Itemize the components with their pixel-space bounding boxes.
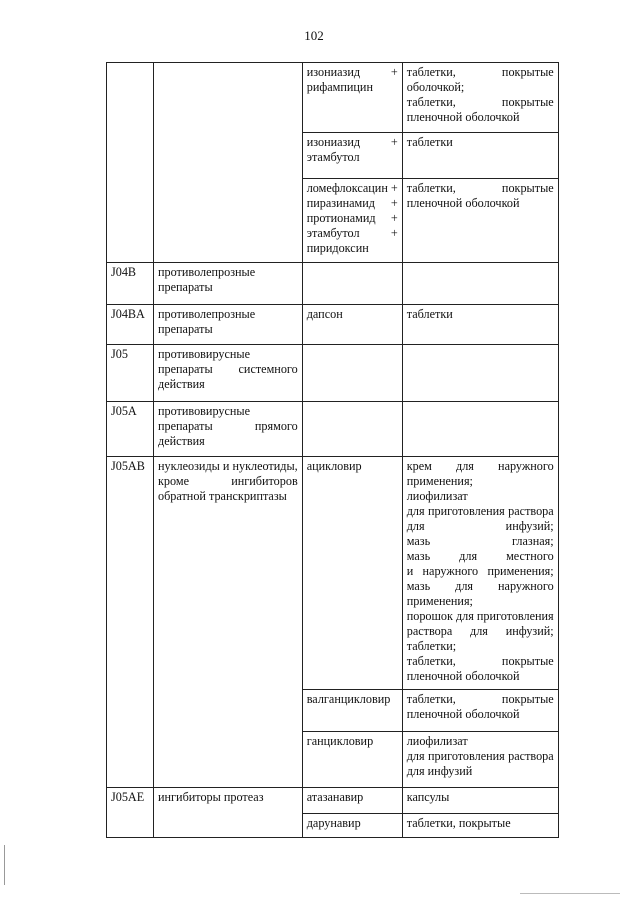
table-row [107,263,559,305]
cell-text-line: препараты прямого [158,419,298,433]
atc-code: J04BA [111,307,145,321]
forms-cell [402,402,558,457]
cell-text-line: раствора для инфузий; [406,624,554,638]
forms-cell [402,788,558,814]
inn-line [307,226,398,241]
atc-code-cell [107,345,154,402]
inn-name: пиридоксин [306,241,369,255]
atc-code: J05AE [111,790,145,804]
forms-cell [402,305,558,345]
inn-line [307,307,398,322]
inn-cell [302,345,402,402]
cell-text-line: для инфузий [406,764,473,778]
cell-text-line: капсулы [406,790,450,804]
cell-text-line: крем для наружного [406,459,554,473]
table-row [107,457,559,690]
cell-text-line: оболочкой; [406,80,465,94]
inn-cell [302,133,402,179]
table-row [107,63,559,133]
combination-plus: + [390,135,398,149]
combination-plus: + [390,211,398,225]
cell-text-line: порошок для приготовления [406,609,554,623]
group-cell [154,63,303,263]
inn-cell [302,690,402,732]
inn-line [307,459,398,474]
combination-plus: + [390,65,398,79]
inn-name: дапсон [306,307,343,321]
cell-text-line: обратной транскриптазы [158,489,287,503]
cell-text-line: таблетки; [406,639,457,653]
cell-text-line: для приготовления раствора [406,749,554,763]
atc-code: J05AB [111,459,145,473]
cell-text-line: противовирусные [158,347,250,361]
cell-text-line: пленочной оболочкой [406,707,520,721]
inn-line [307,65,398,80]
atc-code: J05A [111,404,137,418]
inn-name: этамбутол [306,226,360,240]
cell-text-line: нуклеозиды и нуклеотиды, [158,459,298,473]
cell-text-line: противолепрозные [158,307,256,321]
cell-text-line: применения; [406,594,473,608]
forms-cell [402,814,558,838]
inn-cell [302,63,402,133]
scan-mark [520,893,620,894]
atc-code-cell [107,263,154,305]
inn-cell [302,788,402,814]
group-cell [154,305,303,345]
cell-text-line: применения; [406,474,473,488]
cell-text-line: действия [158,377,205,391]
cell-text-line: действия [158,434,205,448]
inn-cell [302,814,402,838]
cell-text-line: мазь для местного [406,549,554,563]
cell-text-line: таблетки, покрытые [406,692,554,706]
cell-text-line: кроме ингибиторов [158,474,298,488]
cell-text-line: препараты [158,322,213,336]
cell-text-line: лиофилизат [406,489,468,503]
group-cell [154,345,303,402]
cell-text-line: для инфузий; [406,519,554,533]
cell-text-line: таблетки, покрытые [406,816,511,830]
group-cell [154,402,303,457]
cell-text-line: таблетки, покрытые [406,181,554,195]
combination-plus: + [390,226,398,240]
atc-code-cell [107,305,154,345]
group-cell [154,788,303,838]
cell-text-line: лиофилизат [406,734,468,748]
table-row [107,345,559,402]
cell-text-line: таблетки, покрытые [406,65,554,79]
atc-code-cell [107,402,154,457]
inn-name: изониазид [306,135,361,149]
cell-text-line: препараты [158,280,213,294]
inn-line [307,816,398,831]
forms-cell [402,732,558,788]
inn-name: дарунавир [306,816,361,830]
inn-line [307,80,398,95]
atc-code-cell [107,63,154,263]
combination-plus: + [390,196,398,210]
inn-name: изониазид [306,65,361,79]
inn-name: ацикловир [306,459,362,473]
inn-cell [302,305,402,345]
inn-name: ломефлоксацин [306,181,388,195]
scan-mark [4,845,5,885]
cell-text-line: мазь для наружного [406,579,554,593]
table-row [107,402,559,457]
cell-text-line: противолепрозные [158,265,256,279]
inn-name: атазанавир [306,790,364,804]
page-number: 102 [304,28,324,43]
table-row [107,788,559,814]
cell-text-line: пленочной оболочкой [406,196,520,210]
inn-cell [302,263,402,305]
forms-cell [402,345,558,402]
inn-cell [302,179,402,263]
inn-name: валганцикловир [306,692,391,706]
inn-cell [302,457,402,690]
atc-code-cell [107,457,154,788]
forms-cell [402,457,558,690]
cell-text-line: ингибиторы протеаз [158,790,264,804]
cell-text-line: пленочной оболочкой [406,110,520,124]
inn-line [307,196,398,211]
inn-name: пиразинамид [306,196,375,210]
cell-text-line: препараты системного [158,362,298,376]
inn-line [307,211,398,226]
inn-line [307,181,398,196]
inn-line [307,150,398,165]
inn-name: протионамид [306,211,376,225]
inn-name: этамбутол [306,150,360,164]
forms-cell [402,263,558,305]
cell-text-line: таблетки, покрытые [406,654,554,668]
inn-line [307,734,398,749]
cell-text-line: пленочной оболочкой [406,669,520,683]
cell-text-line: мазь глазная; [406,534,554,548]
atc-code-cell [107,788,154,838]
inn-line [307,692,398,707]
forms-cell [402,133,558,179]
inn-line [307,241,398,256]
inn-cell [302,402,402,457]
inn-line [307,135,398,150]
forms-cell [402,179,558,263]
cell-text-line: для приготовления раствора [406,504,554,518]
atc-code: J05 [111,347,128,361]
cell-text-line: таблетки [406,307,453,321]
forms-cell [402,690,558,732]
cell-text-line: и наружного применения; [406,564,554,578]
inn-line [307,790,398,805]
cell-text-line: таблетки [406,135,453,149]
combination-plus: + [390,181,398,195]
table-row [107,305,559,345]
drug-table [106,62,559,838]
inn-cell [302,732,402,788]
inn-name: ганцикловир [306,734,374,748]
inn-name: рифампицин [306,80,373,94]
group-cell [154,263,303,305]
cell-text-line: противовирусные [158,404,250,418]
atc-code: J04B [111,265,137,279]
forms-cell [402,63,558,133]
cell-text-line: таблетки, покрытые [406,95,554,109]
group-cell [154,457,303,788]
